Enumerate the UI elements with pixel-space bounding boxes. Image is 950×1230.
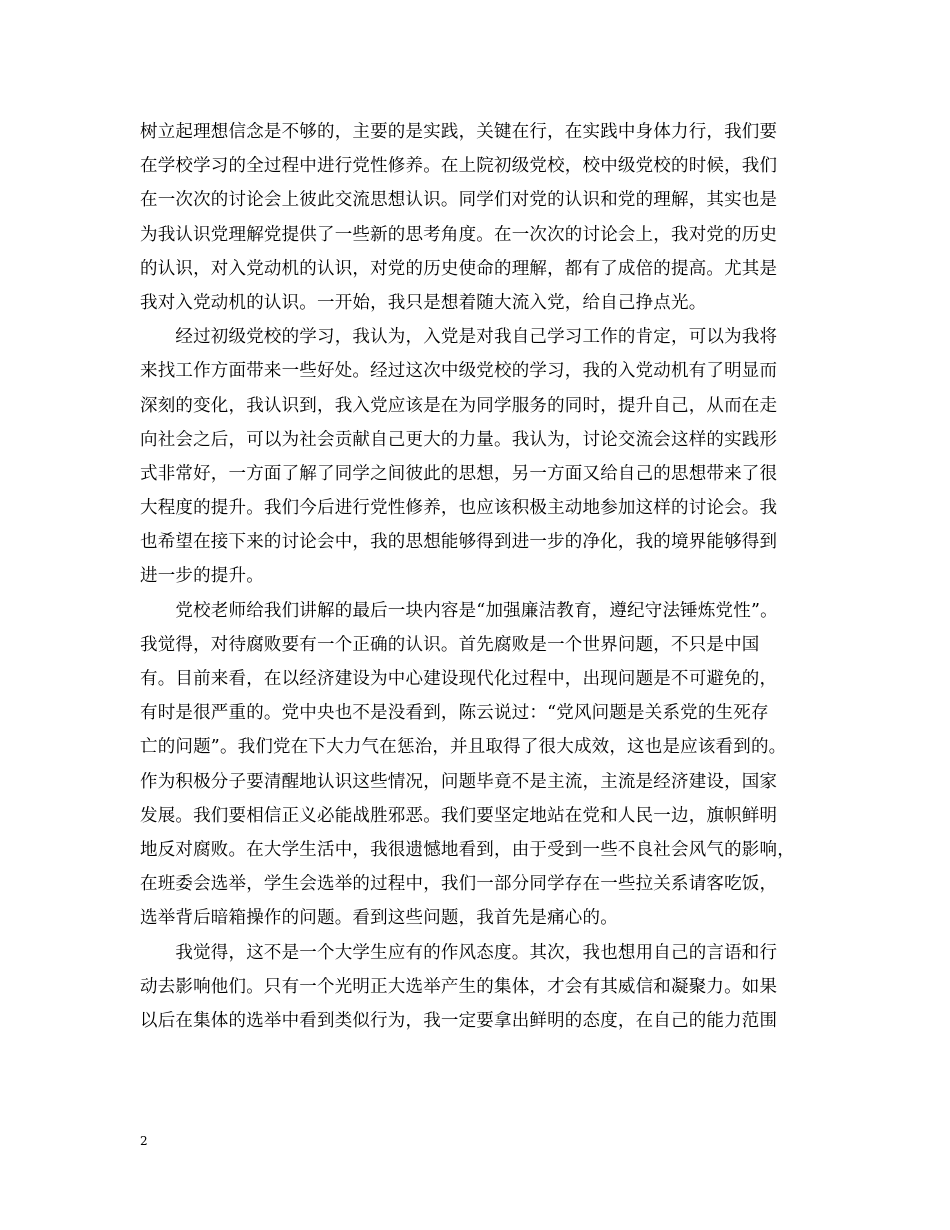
text-line: 为我认识党理解党提供了一些新的思考角度。在一次次的讨论会上，我对党的历史 [140, 224, 778, 245]
text-line: 以后在集体的选举中看到类似行为，我一定要拿出鲜明的态度，在自己的能力范围 [140, 1010, 778, 1031]
body-text [140, 115, 830, 1038]
text-line: 向社会之后，可以为社会贡献自己更大的力量。我认为，讨论交流会这样的实践形 [140, 429, 778, 450]
text-line: 亡的问题”。我们党在下大力气在惩治，并且取得了很大成效，这也是应该看到的。 [140, 737, 787, 758]
text-line: 选举背后暗箱操作的问题。看到这些问题，我首先是痛心的。 [140, 908, 618, 929]
text-line: 深刻的变化，我认识到，我入党应该是在为同学服务的同时，提升自己，从而在走 [140, 395, 778, 416]
text-line: 也希望在接下来的讨论会中，我的思想能够得到进一步的净化，我的境界能够得到 [140, 532, 778, 553]
text-line: 我觉得，这不是一个大学生应有的作风态度。其次，我也想用自己的言语和行 [140, 942, 778, 963]
text-line: 经过初级党校的学习，我认为，入党是对我自己学习工作的肯定，可以为我将 [140, 327, 778, 348]
text-line: 树立起理想信念是不够的，主要的是实践，关键在行，在实践中身体力行，我们要 [140, 122, 778, 142]
text-line: 地反对腐败。在大学生活中，我很遗憾地看到，由于受到一些不良社会风气的影响， [140, 839, 795, 860]
text-line: 作为积极分子要清醒地认识这些情况，问题毕竟不是主流，主流是经济建设，国家 [140, 771, 778, 792]
text-line: 党校老师给我们讲解的最后一块内容是“加强廉洁教育，遵纪守法锤炼党性”。 [140, 600, 778, 621]
text-line: 在一次次的讨论会上彼此交流思想认识。同学们对党的认识和党的理解，其实也是 [140, 190, 778, 211]
text-line: 的认识，对入党动机的认识，对党的历史使命的理解，都有了成倍的提高。尤其是 [140, 258, 778, 279]
text-line: 动去影响他们。只有一个光明正大选举产生的集体，才会有其威信和凝聚力。如果 [140, 976, 778, 997]
text-line: 式非常好，一方面了解了同学之间彼此的思想，另一方面又给自己的思想带来了很 [140, 463, 778, 484]
text-line: 来找工作方面带来一些好处。经过这次中级党校的学习，我的入党动机有了明显而 [140, 361, 778, 382]
text-line: 有时是很严重的。党中央也不是没看到，陈云说过：“党风问题是关系党的生死存 [140, 703, 769, 724]
text-line: 有。目前来看，在以经济建设为中心建设现代化过程中，出现问题是不可避免的， [140, 669, 778, 689]
text-line: 我对入党动机的认识。一开始，我只是想着随大流入党，给自己挣点光。 [140, 292, 707, 313]
text-line: 进一步的提升。 [140, 566, 264, 587]
text-line: 在学校学习的全过程中进行党性修养。在上院初级党校，校中级党校的时候，我们 [140, 156, 778, 177]
page-number: 2 [140, 1134, 148, 1148]
text-line: 我觉得，对待腐败要有一个正确的认识。首先腐败是一个世界问题，不只是中国 [140, 634, 760, 655]
text-line: 在班委会选举，学生会选举的过程中，我们一部分同学存在一些拉关系请客吃饭， [140, 874, 778, 895]
text-line: 发展。我们要相信正义必能战胜邪恶。我们要坚定地站在党和人民一边，旗帜鲜明 [140, 805, 778, 826]
text-line: 大程度的提升。我们今后进行党性修养，也应该积极主动地参加这样的讨论会。我 [140, 498, 778, 519]
